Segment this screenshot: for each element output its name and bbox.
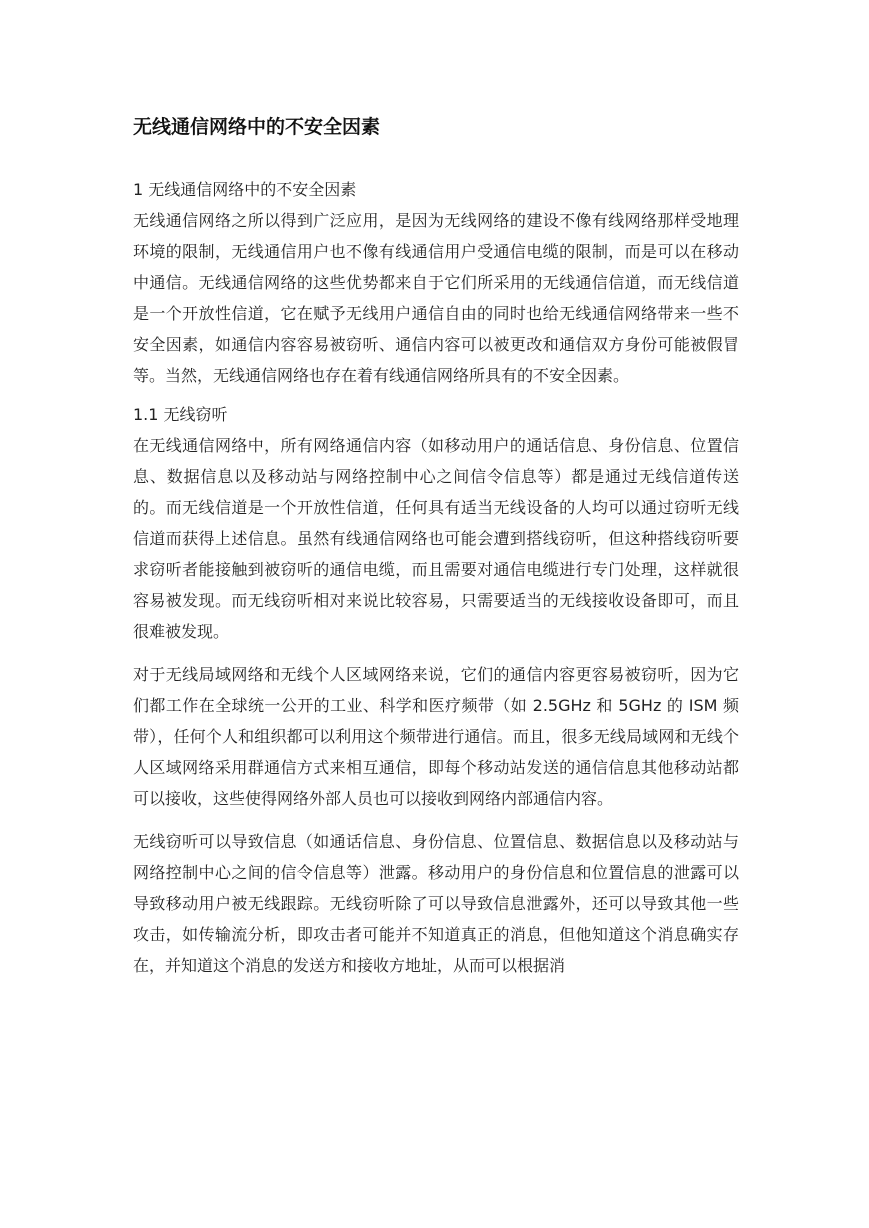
section-1-heading: 1 无线通信网络中的不安全因素 — [133, 180, 357, 199]
document-title: 无线通信网络中的不安全因素 — [133, 116, 381, 138]
document-body — [133, 112, 739, 993]
section-1-1-heading: 1.1 无线窃听 — [133, 405, 228, 424]
section-1-1-paragraph-1: 在无线通信网络中，所有网络通信内容（如移动用户的通话信息、身份信息、位置信息、数据信息以及移动站与网络控制中心之间信令信息等）都是通过无线信道传送的。而无线信道是一个开放性信道，任何具有适当无线设备的人均可以通过窃听无线信道而获得上述信息。虽然有线通信网络也可能会遭到搭线窃听，但这种搭线窃听要求窃听者能接触到被窃听的通信电缆，而且需要对通信电缆进行专门处理，这样就很容易被发现。而无线窃听相对来说比较容易，只需要适当的无线接收设备即可，而且很难被发现。 — [133, 436, 739, 641]
section-1-1-paragraph-2: 对于无线局域网络和无线个人区域网络来说，它们的通信内容更容易被窃听，因为它们都工作在全球统一公开的工业、科学和医疗频带（如 2.5GHz 和 5GHz 的 ISM 频带），任何个人和组织都可以利用这个频带进行通信。而且，很多无线局域网和无线个人区域网络采用群通信方式来相互通信，即每个移动站发送的通信信息其他移动站都可以接收，这些使得网络外部人员也可以接收到网络内部通信内容。 — [133, 665, 739, 808]
section-1-paragraph: 无线通信网络之所以得到广泛应用，是因为无线网络的建设不像有线网络那样受地理环境的限制，无线通信用户也不像有线通信用户受通信电缆的限制，而是可以在移动中通信。无线通信网络的这些优势都来自于它们所采用的无线通信信道，而无线信道是一个开放性信道，它在赋予无线用户通信自由的同时也给无线通信网络带来一些不安全因素，如通信内容容易被窃听、通信内容可以被更改和通信双方身份可能被假冒等。当然，无线通信网络也存在着有线通信网络所具有的不安全因素。 — [133, 211, 739, 385]
section-1-1-paragraph-3: 无线窃听可以导致信息（如通话信息、身份信息、位置信息、数据信息以及移动站与网络控制中心之间的信令信息等）泄露。移动用户的身份信息和位置信息的泄露可以导致移动用户被无线跟踪。无线窃听除了可以导致信息泄露外，还可以导致其他一些攻击，如传输流分析，即攻击者可能并不知道真正的消息，但他知道这个消息确实存在，并知道这个消息的发送方和接收方地址，从而可以根据消 — [133, 832, 739, 975]
